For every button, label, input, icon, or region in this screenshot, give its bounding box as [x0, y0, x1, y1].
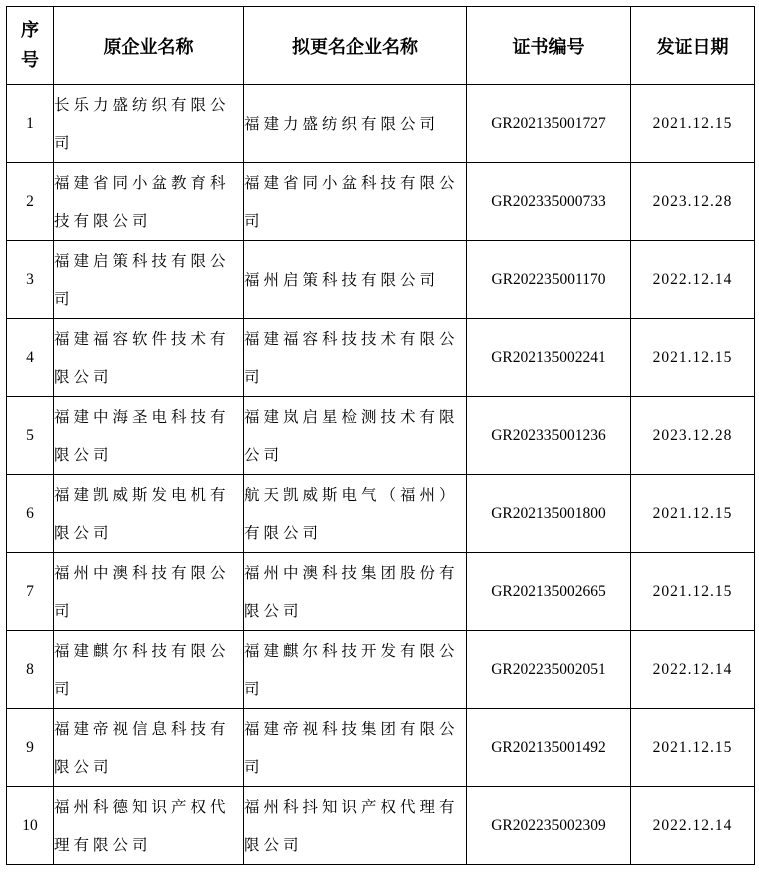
row-original-name: 福州中澳科技有限公司	[54, 553, 244, 631]
row-cert-no: GR202335000733	[467, 163, 631, 241]
row-new-name: 福州启策科技有限公司	[244, 241, 467, 319]
row-issue-date: 2021.12.15	[631, 475, 755, 553]
company-rename-table	[6, 6, 755, 865]
header-index	[7, 7, 54, 85]
row-new-name: 福建帝视科技集团有限公司	[244, 709, 467, 787]
table-header-row	[7, 7, 755, 85]
table-row	[7, 631, 755, 709]
row-index: 3	[7, 241, 54, 319]
header-index-line1: 序	[21, 19, 39, 41]
row-issue-date: 2021.12.15	[631, 319, 755, 397]
row-original-name: 福州科德知识产权代理有限公司	[54, 787, 244, 865]
row-index: 9	[7, 709, 54, 787]
row-original-name: 福建启策科技有限公司	[54, 241, 244, 319]
table-row	[7, 553, 755, 631]
row-original-name: 福建凯威斯发电机有限公司	[54, 475, 244, 553]
row-issue-date: 2022.12.14	[631, 241, 755, 319]
row-cert-no: GR202135001492	[467, 709, 631, 787]
row-cert-no: GR202335001236	[467, 397, 631, 475]
row-new-name: 福州科抖知识产权代理有限公司	[244, 787, 467, 865]
row-cert-no: GR202135001800	[467, 475, 631, 553]
table-row	[7, 787, 755, 865]
row-issue-date: 2023.12.28	[631, 163, 755, 241]
table-row	[7, 241, 755, 319]
row-index: 2	[7, 163, 54, 241]
header-cert-no: 证书编号	[467, 7, 631, 85]
row-original-name: 福建省同小盆教育科技有限公司	[54, 163, 244, 241]
row-original-name: 长乐力盛纺织有限公司	[54, 85, 244, 163]
row-index: 1	[7, 85, 54, 163]
row-new-name: 福建岚启星检测技术有限公司	[244, 397, 467, 475]
row-cert-no: GR202135001727	[467, 85, 631, 163]
row-cert-no: GR202235002309	[467, 787, 631, 865]
table-row	[7, 85, 755, 163]
row-index: 8	[7, 631, 54, 709]
row-new-name: 福建福容科技技术有限公司	[244, 319, 467, 397]
row-cert-no: GR202235002051	[467, 631, 631, 709]
row-original-name: 福建中海圣电科技有限公司	[54, 397, 244, 475]
header-original-name: 原企业名称	[54, 7, 244, 85]
row-original-name: 福建福容软件技术有限公司	[54, 319, 244, 397]
row-index: 4	[7, 319, 54, 397]
table-row	[7, 163, 755, 241]
row-new-name: 福州中澳科技集团股份有限公司	[244, 553, 467, 631]
row-issue-date: 2022.12.14	[631, 631, 755, 709]
table-row	[7, 475, 755, 553]
row-index: 5	[7, 397, 54, 475]
row-cert-no: GR202135002665	[467, 553, 631, 631]
row-issue-date: 2023.12.28	[631, 397, 755, 475]
table-row	[7, 397, 755, 475]
row-issue-date: 2021.12.15	[631, 709, 755, 787]
row-original-name: 福建帝视信息科技有限公司	[54, 709, 244, 787]
row-new-name: 航天凯威斯电气（福州）有限公司	[244, 475, 467, 553]
table-row	[7, 319, 755, 397]
row-cert-no: GR202135002241	[467, 319, 631, 397]
row-new-name: 福建省同小盆科技有限公司	[244, 163, 467, 241]
table-row	[7, 709, 755, 787]
row-index: 7	[7, 553, 54, 631]
header-new-name: 拟更名企业名称	[244, 7, 467, 85]
row-issue-date: 2021.12.15	[631, 85, 755, 163]
row-issue-date: 2021.12.15	[631, 553, 755, 631]
row-new-name: 福建麒尔科技开发有限公司	[244, 631, 467, 709]
row-new-name: 福建力盛纺织有限公司	[244, 85, 467, 163]
row-index: 6	[7, 475, 54, 553]
row-original-name: 福建麒尔科技有限公司	[54, 631, 244, 709]
row-issue-date: 2022.12.14	[631, 787, 755, 865]
row-index: 10	[7, 787, 54, 865]
row-cert-no: GR202235001170	[467, 241, 631, 319]
header-index-line2: 号	[21, 49, 39, 71]
header-issue-date: 发证日期	[631, 7, 755, 85]
